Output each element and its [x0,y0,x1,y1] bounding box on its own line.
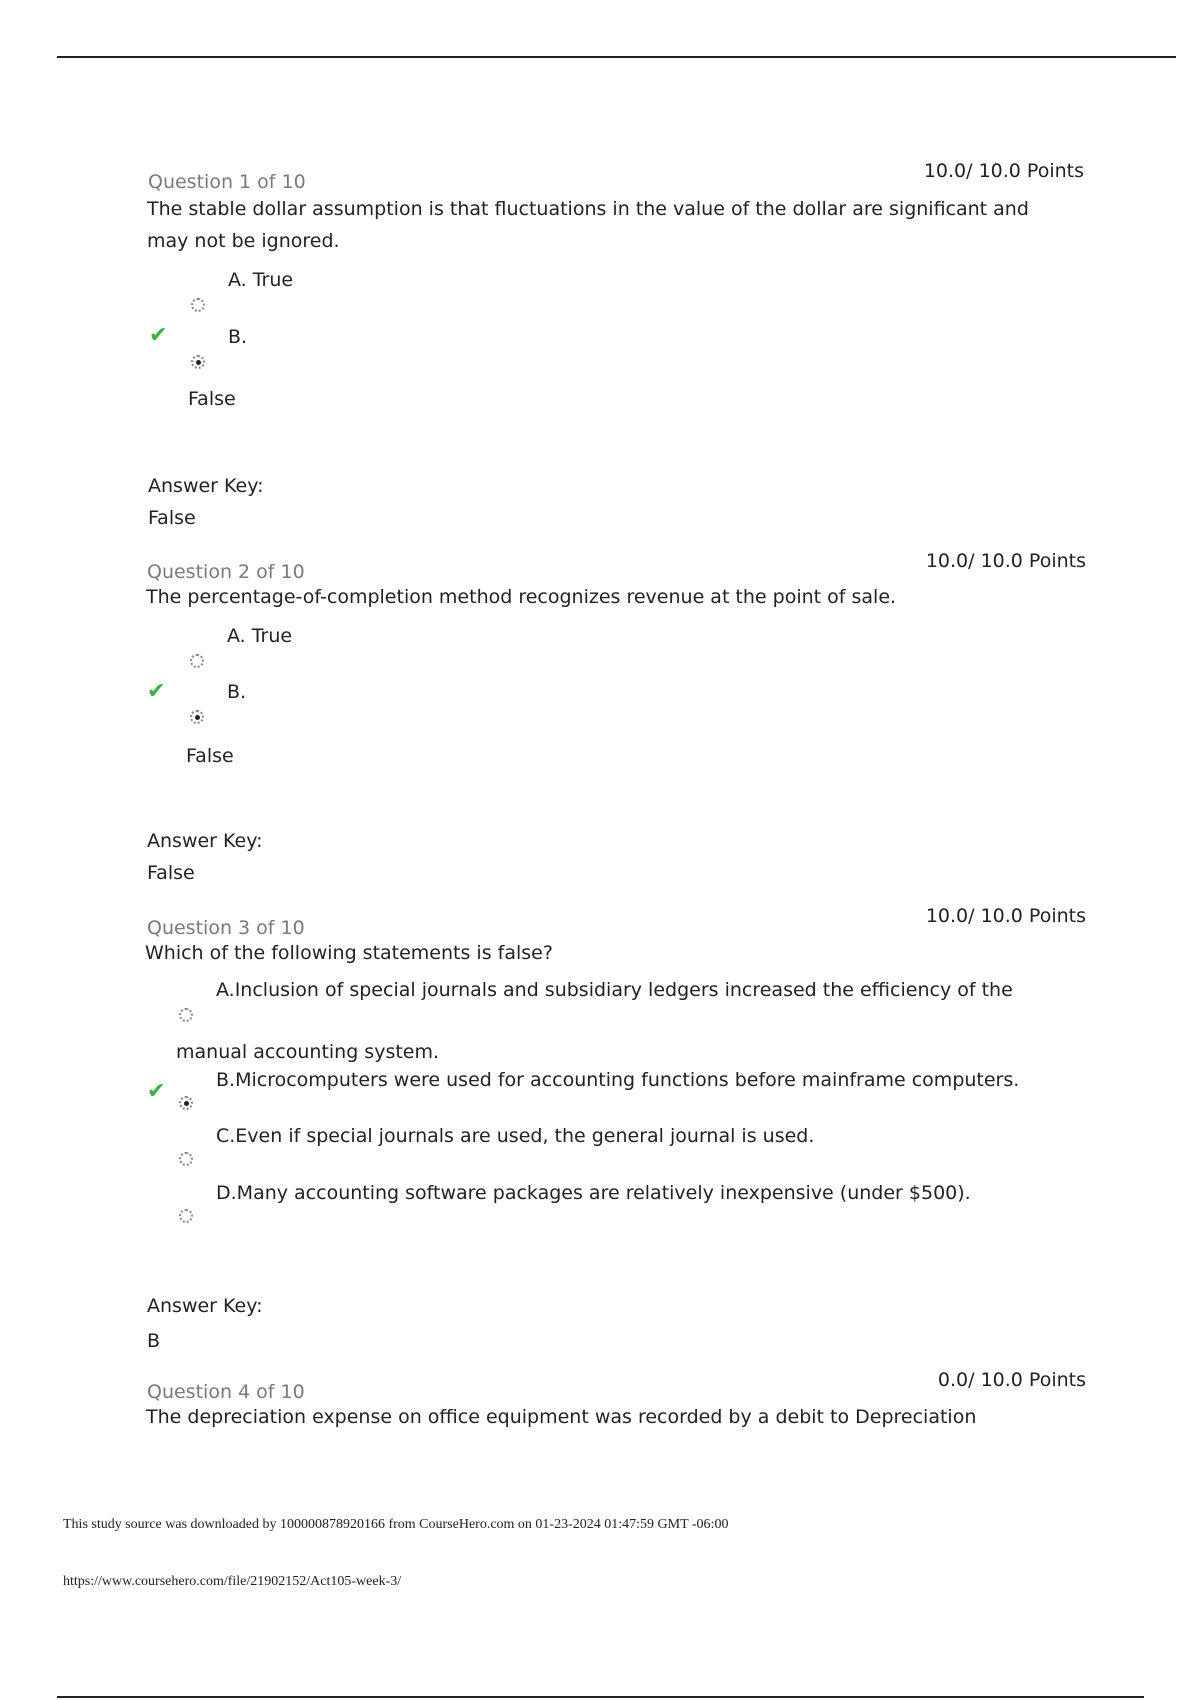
question-1-option-a: A. True [228,269,294,291]
source-url[interactable]: https://www.coursehero.com/file/21902152/Act105-week-3/ [63,1574,402,1589]
question-1-points: 10.0/ 10.0 Points [923,160,1084,182]
question-2-option-a: A. True [227,625,293,647]
question-3-option-d: D.Many accounting software packages are relatively inexpensive (under $500). [216,1182,971,1204]
question-2-answer-key-value: False [147,862,195,884]
question-1-text-line1: The stable dollar assumption is that fluctuations in the value of the dollar are significant and [147,198,1029,220]
question-3-radio-d[interactable] [179,1209,193,1223]
question-3-answer-key-label: Answer Key: [147,1295,263,1317]
question-3-radio-a[interactable] [179,1008,193,1022]
checkmark-icon: ✔ [149,323,168,348]
checkmark-icon: ✔ [147,679,166,704]
question-2-number: Question 2 of 10 [147,561,305,583]
checkmark-icon: ✔ [147,1079,166,1104]
question-1-radio-b[interactable] [191,355,205,369]
question-3-option-a-line2: manual accounting system. [176,1041,440,1063]
question-2-text-line1: The percentage-of-completion method recognizes revenue at the point of sale. [146,586,897,608]
question-1-radio-a[interactable] [191,298,205,312]
download-notice: This study source was downloaded by 100000878920166 from CourseHero.com on 01-23-2024 01:47:59 GMT -06:00 [63,1517,729,1532]
question-3-option-c: C.Even if special journals are used, the general journal is used. [216,1125,815,1147]
question-4-points: 0.0/ 10.0 Points [937,1369,1086,1391]
question-3-option-a-line1: A.Inclusion of special journals and subsidiary ledgers increased the efficiency of the [216,979,1013,1001]
question-1-number: Question 1 of 10 [148,171,306,193]
question-2-answer-key-label: Answer Key: [147,830,263,852]
top-rule [57,56,1176,58]
question-2-option-b-text: False [186,745,234,767]
question-2-radio-a[interactable] [190,654,204,668]
question-4-text-line1: The depreciation expense on office equipment was recorded by a debit to Depreciation [146,1406,977,1428]
question-1-option-b-text: False [188,388,236,410]
bottom-rule [57,1696,1144,1698]
question-3-option-b: B.Microcomputers were used for accounting functions before mainframe computers. [216,1069,1020,1091]
question-3-text-line1: Which of the following statements is false? [145,942,553,964]
question-1-option-b: B. [228,326,248,348]
question-1-answer-key-value: False [148,507,196,529]
question-2-points: 10.0/ 10.0 Points [925,550,1086,572]
question-4-number: Question 4 of 10 [147,1381,305,1403]
question-3-points: 10.0/ 10.0 Points [925,905,1086,927]
question-3-answer-key-value: B [147,1330,161,1352]
question-1-text-line2: may not be ignored. [147,230,340,252]
question-3-number: Question 3 of 10 [147,917,305,939]
question-1-answer-key-label: Answer Key: [148,475,264,497]
question-3-radio-c[interactable] [179,1152,193,1166]
question-2-option-b: B. [227,681,247,703]
question-2-radio-b[interactable] [190,710,204,724]
question-3-radio-b[interactable] [179,1096,193,1110]
